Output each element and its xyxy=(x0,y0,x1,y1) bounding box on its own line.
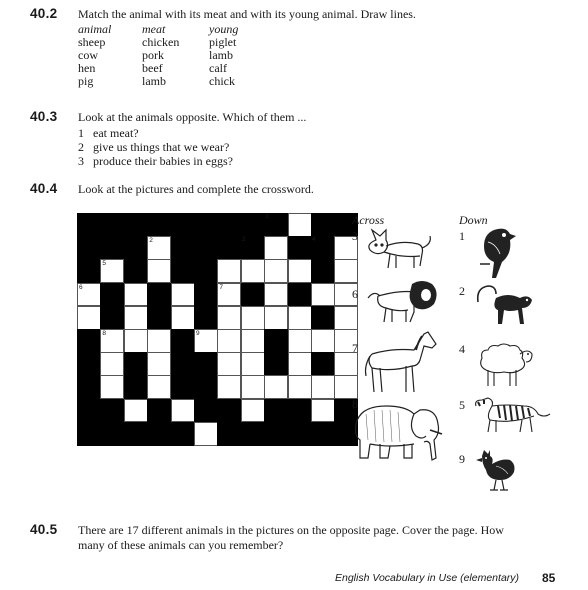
crossword-cell-blocked xyxy=(124,259,148,283)
sheep-icon xyxy=(474,340,534,390)
crossword-cell-blocked xyxy=(124,213,148,237)
crossword-cell-empty[interactable] xyxy=(311,283,335,307)
crossword-cell-blocked xyxy=(311,352,335,376)
crossword-cell-empty[interactable] xyxy=(147,375,171,399)
crossword-cell-empty[interactable] xyxy=(311,329,335,353)
crossword-cell-empty[interactable] xyxy=(77,283,101,307)
crossword-cell-blocked xyxy=(77,399,101,423)
question-item: 2 give us things that we wear? xyxy=(78,140,230,154)
page-number: 85 xyxy=(542,571,556,585)
crossword-cell-empty[interactable] xyxy=(288,329,312,353)
crossword-cell-empty[interactable] xyxy=(264,375,288,399)
animal-item: hen xyxy=(78,61,96,75)
crossword-clue-number: 9 xyxy=(196,330,200,337)
crossword-cell-blocked xyxy=(194,352,218,376)
crossword-cell-blocked xyxy=(124,375,148,399)
crossword-cell-empty[interactable] xyxy=(264,283,288,307)
crossword-clue-number: 3 xyxy=(241,236,246,244)
crossword-cell-empty[interactable] xyxy=(217,329,241,353)
crossword-cell-blocked xyxy=(171,259,195,283)
crossword-cell-blocked xyxy=(77,422,101,446)
crossword-cell-blocked xyxy=(264,422,288,446)
crossword-clue-number: 8 xyxy=(102,330,107,337)
crossword-cell-empty[interactable] xyxy=(217,259,241,283)
crossword-cell-empty[interactable] xyxy=(264,306,288,330)
crossword-cell-empty[interactable] xyxy=(171,306,195,330)
crossword-cell-blocked xyxy=(100,213,124,237)
young-item: chick xyxy=(209,74,235,88)
crossword-cell-blocked xyxy=(147,422,171,446)
down-clue-number: 9 xyxy=(459,452,465,466)
crossword-cell-empty[interactable] xyxy=(217,283,241,307)
monkey-icon xyxy=(474,282,534,328)
question-item: 3 produce their babies in eggs? xyxy=(78,154,233,168)
across-clue-number: 3 xyxy=(352,229,358,243)
crossword-cell-blocked xyxy=(217,213,241,237)
crossword-cell-blocked xyxy=(194,375,218,399)
crossword-cell-blocked xyxy=(100,283,124,307)
meat-item: chicken xyxy=(142,35,180,49)
crossword-cell-empty[interactable] xyxy=(194,329,218,353)
question-list xyxy=(78,126,233,168)
crossword-cell-empty[interactable] xyxy=(334,259,358,283)
question-item: 1 eat meat? xyxy=(78,126,139,140)
crossword-cell-empty[interactable] xyxy=(100,352,124,376)
crossword-cell-blocked xyxy=(217,236,241,260)
crossword-cell-blocked xyxy=(77,259,101,283)
crossword-cell-empty[interactable] xyxy=(124,329,148,353)
crossword-cell-blocked xyxy=(100,306,124,330)
crossword-cell-empty[interactable] xyxy=(147,259,171,283)
crossword-cell-blocked xyxy=(311,236,335,260)
crossword-cell-blocked xyxy=(77,213,101,237)
crossword-cell-blocked xyxy=(124,352,148,376)
crossword-cell-empty[interactable] xyxy=(147,329,171,353)
crossword-cell-blocked xyxy=(311,306,335,330)
crossword-cell-empty[interactable] xyxy=(311,375,335,399)
crossword-cell-empty[interactable] xyxy=(264,236,288,260)
crossword-cell-empty[interactable] xyxy=(334,306,358,330)
crossword-cell-empty[interactable] xyxy=(264,259,288,283)
crossword-cell-blocked xyxy=(77,375,101,399)
crossword-cell-blocked xyxy=(241,236,265,260)
crossword-clue-number: 2 xyxy=(149,237,153,245)
crossword-cell-empty[interactable] xyxy=(288,213,312,237)
crossword-cell-empty[interactable] xyxy=(100,375,124,399)
crossword-cell-empty[interactable] xyxy=(147,236,171,260)
crossword-cell-empty[interactable] xyxy=(217,352,241,376)
parrot-icon xyxy=(476,224,520,280)
crossword-cell-empty[interactable] xyxy=(124,306,148,330)
crossword-clue-number: 1 xyxy=(265,213,269,220)
crossword-cell-empty[interactable] xyxy=(217,375,241,399)
crossword-cell-blocked xyxy=(171,422,195,446)
across-clue-number: 8 xyxy=(352,397,358,411)
exercise-40-3-instruction: Look at the animals opposite. Which of them ... xyxy=(78,110,307,124)
crossword-cell-blocked xyxy=(171,352,195,376)
crossword-cell-empty[interactable] xyxy=(288,259,312,283)
across-clue-number: 7 xyxy=(352,341,358,355)
crossword-cell-blocked xyxy=(124,422,148,446)
crossword-cell-blocked xyxy=(311,422,335,446)
crossword-cell-blocked xyxy=(264,213,288,237)
down-heading: Down xyxy=(459,213,488,227)
crossword-cell-empty[interactable] xyxy=(217,306,241,330)
book-title: English Vocabulary in Use (elementary) xyxy=(335,572,520,584)
crossword-cell-blocked xyxy=(147,213,171,237)
crossword-cell-empty[interactable] xyxy=(241,375,265,399)
crossword-clue-number: 6 xyxy=(79,283,83,291)
header-meat: meat xyxy=(142,22,166,36)
crossword-cell-empty[interactable] xyxy=(241,329,265,353)
exercise-40-5-instruction-line-1: There are 17 different animals in the pictures on the opposite page. Cover the page. How xyxy=(78,523,504,537)
crossword-cell-empty[interactable] xyxy=(241,259,265,283)
crossword-cell-empty[interactable] xyxy=(171,399,195,423)
exercise-number-40-3: 40.3 xyxy=(30,109,58,124)
crossword-cell-empty[interactable] xyxy=(311,399,335,423)
crossword-cell-blocked xyxy=(147,306,171,330)
crossword-cell-blocked xyxy=(241,422,265,446)
cat-icon xyxy=(362,226,434,272)
animal-item: sheep xyxy=(78,35,106,49)
crossword-cell-blocked xyxy=(217,399,241,423)
crossword-cell-blocked xyxy=(171,236,195,260)
lion-icon xyxy=(364,278,440,326)
header-young: young xyxy=(209,22,239,36)
crossword-cell-blocked xyxy=(264,352,288,376)
hen-icon xyxy=(474,448,518,492)
crossword-cell-blocked xyxy=(288,422,312,446)
crossword-cell-blocked xyxy=(194,213,218,237)
crossword-cell-blocked xyxy=(100,399,124,423)
crossword-cell-blocked xyxy=(100,236,124,260)
horse-icon xyxy=(362,330,438,396)
crossword-cell-blocked xyxy=(241,283,265,307)
crossword-cell-blocked xyxy=(288,283,312,307)
crossword-cell-blocked xyxy=(194,306,218,330)
crossword-cell-blocked xyxy=(100,422,124,446)
crossword-cell-empty[interactable] xyxy=(100,329,124,353)
crossword-clue-number: 4 xyxy=(312,236,316,244)
crossword-cell-empty[interactable] xyxy=(124,283,148,307)
down-clue-number: 4 xyxy=(459,342,465,356)
crossword-cell-empty[interactable] xyxy=(124,399,148,423)
down-clue-number: 5 xyxy=(459,398,465,412)
crossword-cell-empty[interactable] xyxy=(194,422,218,446)
crossword-cell-blocked xyxy=(77,236,101,260)
header-animal: animal xyxy=(78,22,112,36)
elephant-icon xyxy=(350,400,446,464)
crossword-cell-blocked xyxy=(217,422,241,446)
crossword-cell-blocked xyxy=(194,399,218,423)
crossword-cell-blocked xyxy=(288,236,312,260)
meat-item: lamb xyxy=(142,74,166,88)
exercise-40-5-instruction-line-2: many of these animals can you remember? xyxy=(78,538,284,552)
exercise-number-40-2: 40.2 xyxy=(30,6,58,21)
crossword-cell-blocked xyxy=(194,259,218,283)
crossword-cell-empty[interactable] xyxy=(241,352,265,376)
exercise-number-40-4: 40.4 xyxy=(30,181,58,196)
crossword-cell-blocked xyxy=(171,329,195,353)
crossword-cell-empty[interactable] xyxy=(100,259,124,283)
crossword-cell-empty[interactable] xyxy=(147,352,171,376)
down-clue-number: 1 xyxy=(459,229,465,243)
young-item: calf xyxy=(209,61,227,75)
exercise-40-4-instruction: Look at the pictures and complete the crossword. xyxy=(78,182,314,196)
animal-item: pig xyxy=(78,74,94,88)
crossword-cell-blocked xyxy=(288,399,312,423)
crossword-cell-empty[interactable] xyxy=(241,306,265,330)
exercise-number-40-5: 40.5 xyxy=(30,522,58,537)
crossword-cell-blocked xyxy=(171,213,195,237)
young-item: lamb xyxy=(209,48,233,62)
crossword-cell-blocked xyxy=(171,375,195,399)
crossword-cell-empty[interactable] xyxy=(171,283,195,307)
crossword-cell-blocked xyxy=(77,352,101,376)
across-clue-number: 6 xyxy=(352,287,358,301)
young-item: piglet xyxy=(209,35,237,49)
crossword-cell-empty[interactable] xyxy=(288,375,312,399)
crossword-cell-blocked xyxy=(241,213,265,237)
crossword-cell-blocked xyxy=(77,329,101,353)
crossword-cell-blocked xyxy=(264,399,288,423)
crossword-cell-empty[interactable] xyxy=(77,306,101,330)
crossword-cell-blocked xyxy=(194,236,218,260)
crossword-cell-empty[interactable] xyxy=(288,306,312,330)
animal-item: cow xyxy=(78,48,98,62)
crossword-cell-blocked xyxy=(124,236,148,260)
meat-item: beef xyxy=(142,61,163,75)
crossword-clue-number: 7 xyxy=(219,283,224,291)
crossword-cell-blocked xyxy=(194,283,218,307)
crossword-cell-blocked xyxy=(147,399,171,423)
crossword-cell-empty[interactable] xyxy=(241,399,265,423)
crossword-cell-blocked xyxy=(264,329,288,353)
across-heading: Across xyxy=(352,213,385,227)
meat-item: pork xyxy=(142,48,164,62)
tiger-icon xyxy=(472,396,552,436)
crossword-cell-blocked xyxy=(147,283,171,307)
exercise-40-2-instruction: Match the animal with its meat and with its young animal. Draw lines. xyxy=(78,7,416,21)
crossword-cell-blocked xyxy=(311,259,335,283)
crossword-cell-blocked xyxy=(311,213,335,237)
down-clue-number: 2 xyxy=(459,284,465,298)
crossword-cell-empty[interactable] xyxy=(288,352,312,376)
crossword-clue-number: 5 xyxy=(102,260,107,268)
crossword-cell-empty[interactable] xyxy=(334,375,358,399)
